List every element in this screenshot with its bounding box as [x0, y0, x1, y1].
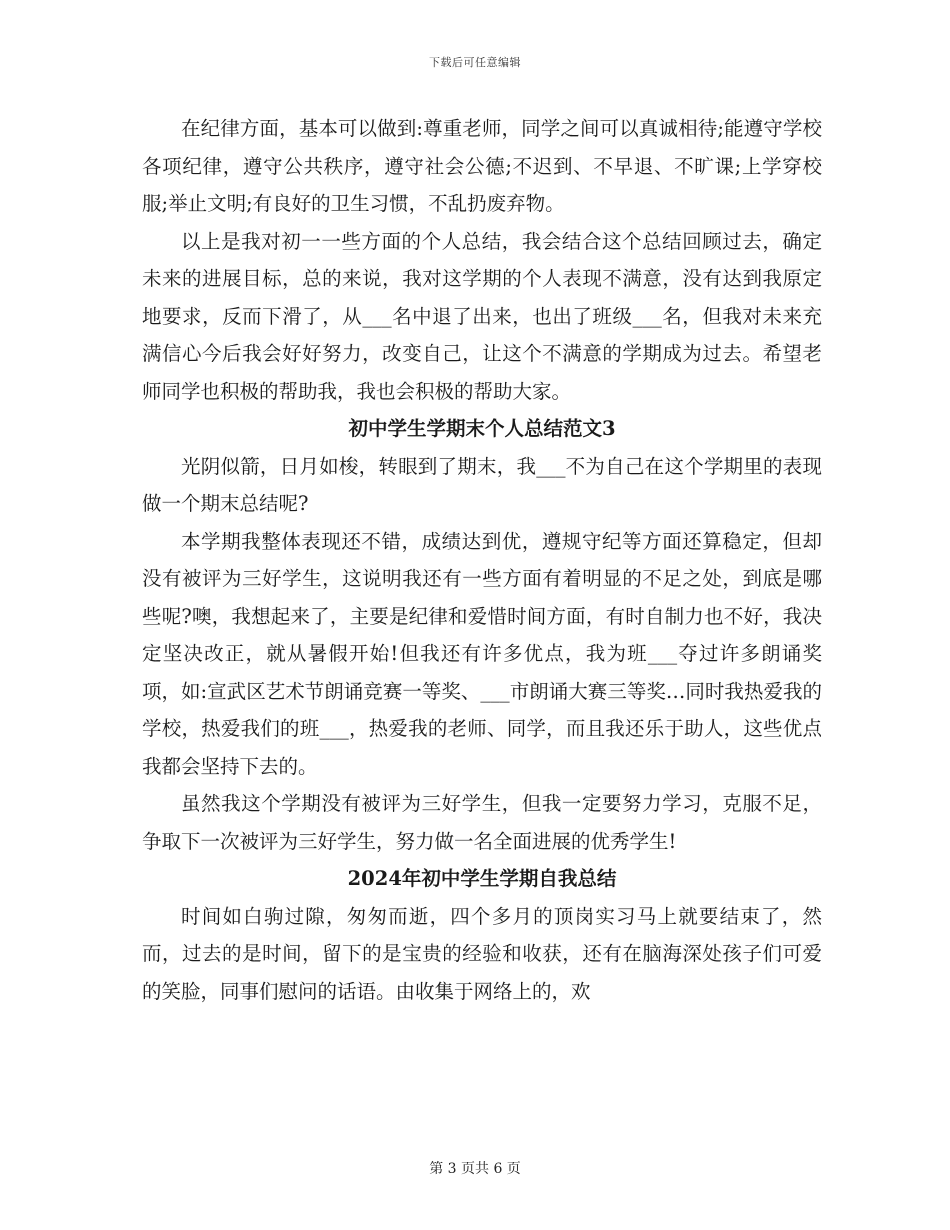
- page-number: 第 3 页共 6 页: [429, 1161, 521, 1177]
- paragraph: 在纪律方面，基本可以做到:尊重老师，同学之间可以真诚相待;能遵守学校各项纪律，遵守公共秩序，遵守社会公德;不迟到、不早退、不旷课;上学穿校服;举止文明;有良好的卫生习惯，不乱扔废弃物。: [142, 117, 822, 215]
- page-header-note: 下载后可任意编辑: [429, 56, 521, 69]
- paragraph: 以上是我对初一一些方面的个人总结，我会结合这个总结回顾过去，确定未来的进展目标，总的来说，我对这学期的个人表现不满意，没有达到我原定地要求，反而下滑了，从___名中退了出来，也出了班级___名，但我对未来充满信心今后我会好好努力，改变自己，让这个不满意的学期成为过去。希望老师同学也积极的帮助我，我也会积极的帮助大家。: [142, 229, 822, 403]
- paragraph: 虽然我这个学期没有被评为三好学生，但我一定要努力学习，克服不足，争取下一次被评为三好学生，努力做一名全面进展的优秀学生!: [142, 792, 822, 853]
- document-body: [142, 110, 822, 1010]
- section-title: 初中学生学期末个人总结范文3: [348, 417, 616, 440]
- paragraph: 本学期我整体表现还不错，成绩达到优，遵规守纪等方面还算稳定，但却没有被评为三好学生，这说明我还有一些方面有着明显的不足之处，到底是哪些呢?噢，我想起来了，主要是纪律和爱惜时间方面，有时自制力也不好，我决定坚决改正，就从暑假开始!但我还有许多优点，我为班___夺过许多朗诵奖项，如:宣武区艺术节朗诵竞赛一等奖、___市朗诵大赛三等奖…同时我热爱我的学校，热爱我们的班___，热爱我的老师、同学，而且我还乐于助人，这些优点我都会坚持下去的。: [142, 529, 822, 778]
- paragraph: 时间如白驹过隙，匆匆而逝，四个多月的顶岗实习马上就要结束了，然而，过去的是时间，留下的是宝贵的经验和收获，还有在脑海深处孩子们可爱的笑脸，同事们慰问的话语。由收集于网络上的，欢: [142, 904, 822, 1003]
- section-title: 2024年初中学生学期自我总结: [347, 867, 617, 890]
- paragraph: 光阴似箭，日月如梭，转眼到了期末，我___不为自己在这个学期里的表现做一个期末总结呢?: [142, 454, 822, 515]
